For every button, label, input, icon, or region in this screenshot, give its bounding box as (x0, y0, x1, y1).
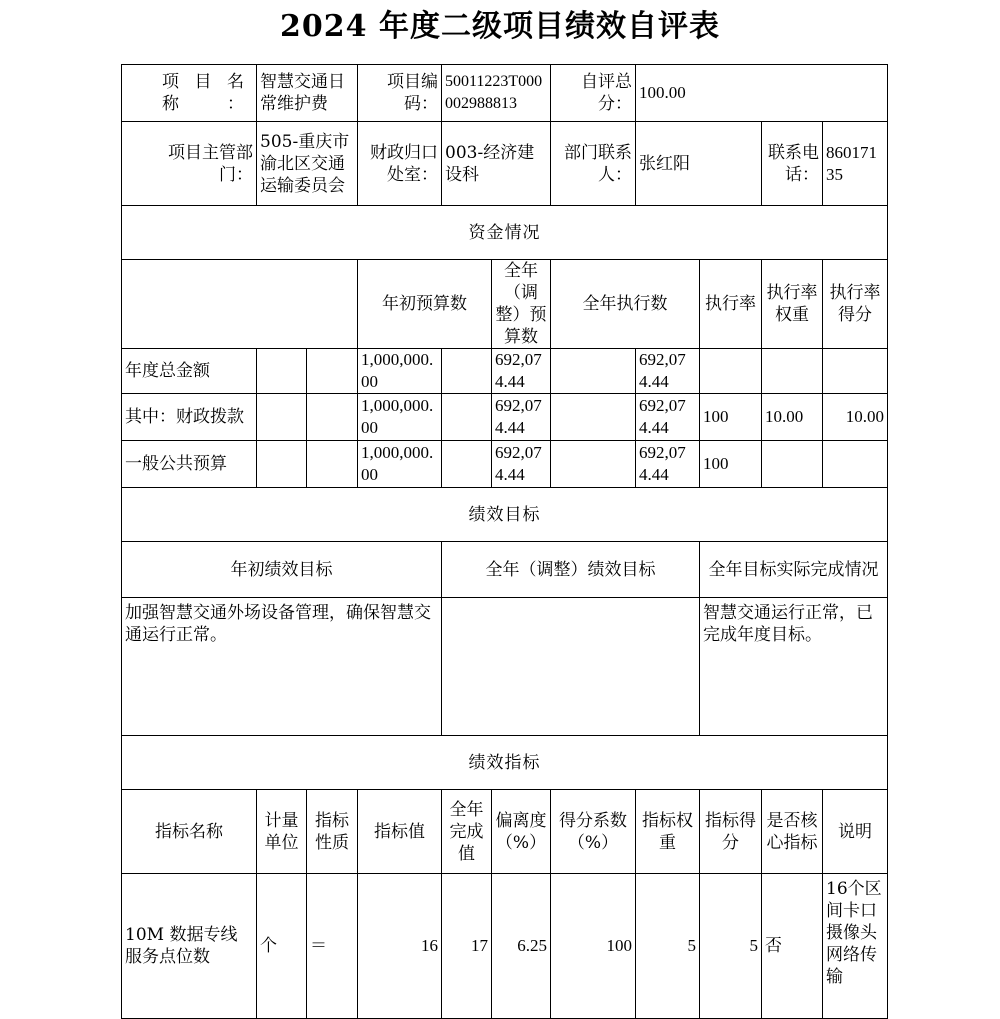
funds-header-score: 执行率得分 (823, 260, 888, 349)
funds-score (823, 349, 888, 394)
project-code-label: 项目编码： (358, 65, 442, 122)
funds-score: 10.00 (823, 394, 888, 441)
ind-core: 否 (762, 874, 823, 1019)
indicators-section-title: 绩效指标 (122, 736, 888, 790)
project-code-value: 50011223T000002988813 (442, 65, 551, 122)
goals-header-actual: 全年目标实际完成情况 (700, 542, 888, 598)
funds-row-fiscal (122, 394, 888, 441)
ind-header-unit: 计量单位 (257, 790, 307, 874)
ind-coef: 100 (551, 874, 636, 1019)
office-value: 003-经济建设科 (442, 122, 551, 206)
goals-actual-text: 智慧交通运行正常，已完成年度目标。 (700, 598, 888, 736)
blank-cell (442, 441, 492, 488)
blank-cell (307, 441, 358, 488)
funds-rate: 100 (700, 441, 762, 488)
indicators-section-row (122, 736, 888, 790)
evaluation-table (121, 64, 888, 1019)
funds-executed: 692,074.44 (636, 441, 700, 488)
funds-score (823, 441, 888, 488)
self-score-value: 100.00 (636, 65, 888, 122)
funds-section-row (122, 206, 888, 260)
funds-row-general (122, 441, 888, 488)
goals-adjusted-text (442, 598, 700, 736)
indicators-header-row (122, 790, 888, 874)
funds-section-title: 资金情况 (122, 206, 888, 260)
funds-header-initial: 年初预算数 (358, 260, 492, 349)
funds-initial: 1,000,000.00 (358, 394, 442, 441)
funds-weight (762, 441, 823, 488)
funds-executed: 692,074.44 (636, 349, 700, 394)
blank-cell (442, 349, 492, 394)
ind-deviation: 6.25 (492, 874, 551, 1019)
ind-header-value: 指标值 (358, 790, 442, 874)
funds-header-blank (122, 260, 358, 349)
blank-cell (307, 349, 358, 394)
contact-label: 部门联系人： (551, 122, 636, 206)
ind-header-completed: 全年完成值 (442, 790, 492, 874)
funds-adjusted: 692,074.44 (492, 394, 551, 441)
funds-row-label: 年度总金额 (122, 349, 257, 394)
goals-header-initial: 年初绩效目标 (122, 542, 442, 598)
ind-nature: ＝ (307, 874, 358, 1019)
funds-row-label: 一般公共预算 (122, 441, 257, 488)
dept-value: 505-重庆市渝北区交通运输委员会 (257, 122, 358, 206)
funds-header-row (122, 260, 888, 349)
self-score-label: 自评总分： (551, 65, 636, 122)
funds-rate: 100 (700, 394, 762, 441)
page-title: 2024 年度二级项目绩效自评表 (280, 9, 720, 44)
goals-section-title: 绩效目标 (122, 488, 888, 542)
blank-cell (307, 394, 358, 441)
funds-header-rate: 执行率 (700, 260, 762, 349)
ind-completed: 17 (442, 874, 492, 1019)
phone-value: 86017135 (823, 122, 888, 206)
ind-header-weight: 指标权重 (636, 790, 700, 874)
blank-cell (257, 394, 307, 441)
ind-header-score: 指标得分 (700, 790, 762, 874)
project-name-label: 项目名称： (122, 65, 257, 122)
project-row-2 (122, 122, 888, 206)
ind-header-note: 说明 (823, 790, 888, 874)
funds-header-adjusted: 全年（调整）预算数 (492, 260, 551, 349)
office-label: 财政归口处室： (358, 122, 442, 206)
indicator-row (122, 874, 888, 1019)
project-name-value: 智慧交通日常维护费 (257, 65, 358, 122)
ind-header-nature: 指标性质 (307, 790, 358, 874)
project-row-1 (122, 65, 888, 122)
goals-section-row (122, 488, 888, 542)
ind-name: 10M 数据专线服务点位数 (122, 874, 257, 1019)
funds-executed: 692,074.44 (636, 394, 700, 441)
blank-cell (257, 441, 307, 488)
funds-adjusted: 692,074.44 (492, 441, 551, 488)
ind-header-deviation: 偏离度（%） (492, 790, 551, 874)
ind-score: 5 (700, 874, 762, 1019)
blank-cell (551, 349, 636, 394)
blank-cell (257, 349, 307, 394)
funds-weight (762, 349, 823, 394)
funds-initial: 1,000,000.00 (358, 349, 442, 394)
funds-rate (700, 349, 762, 394)
funds-row-label: 其中：财政拨款 (122, 394, 257, 441)
ind-unit: 个 (257, 874, 307, 1019)
goals-header-adjusted: 全年（调整）绩效目标 (442, 542, 700, 598)
blank-cell (551, 441, 636, 488)
goals-header-row (122, 542, 888, 598)
goals-content-row (122, 598, 888, 736)
ind-header-name: 指标名称 (122, 790, 257, 874)
dept-label: 项目主管部门： (122, 122, 257, 206)
ind-weight: 5 (636, 874, 700, 1019)
ind-value: 16 (358, 874, 442, 1019)
funds-header-executed: 全年执行数 (551, 260, 700, 349)
funds-weight: 10.00 (762, 394, 823, 441)
ind-header-core: 是否核心指标 (762, 790, 823, 874)
goals-initial-text: 加强智慧交通外场设备管理，确保智慧交通运行正常。 (122, 598, 442, 736)
blank-cell (551, 394, 636, 441)
funds-initial: 1,000,000.00 (358, 441, 442, 488)
funds-adjusted: 692,074.44 (492, 349, 551, 394)
ind-header-coef: 得分系数（%） (551, 790, 636, 874)
ind-note: 16个区间卡口摄像头网络传输 (823, 874, 888, 1019)
contact-value: 张红阳 (636, 122, 762, 206)
blank-cell (442, 394, 492, 441)
phone-label: 联系电话： (762, 122, 823, 206)
funds-header-weight: 执行率权重 (762, 260, 823, 349)
funds-row-total (122, 349, 888, 394)
